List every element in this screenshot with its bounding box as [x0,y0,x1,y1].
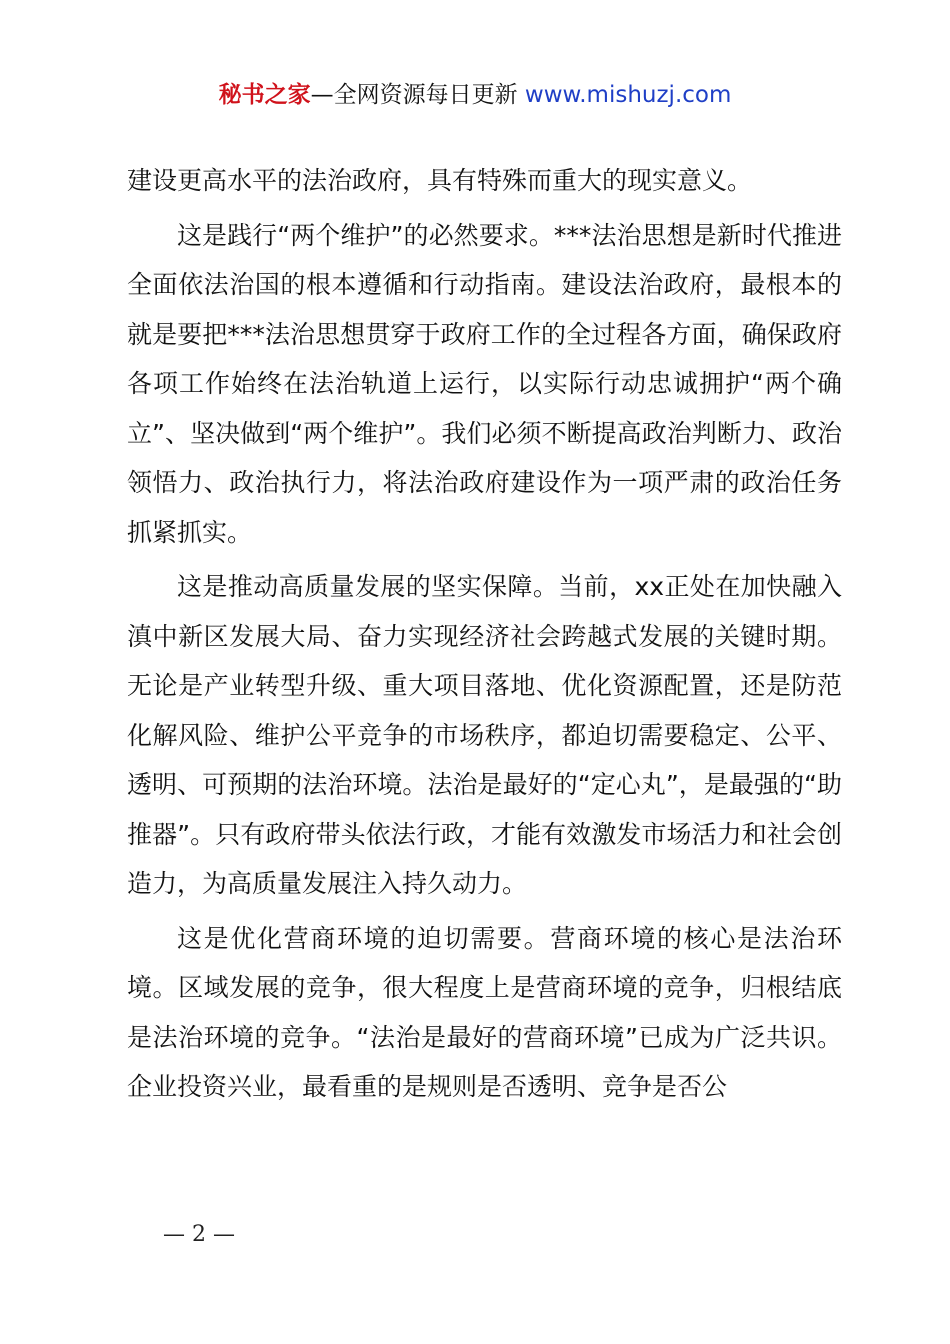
paragraph-4: 这是优化营商环境的迫切需要。营商环境的核心是法治环境。区域发展的竞争，很大程度上是营商环境的竞争，归根结底是法治环境的竞争。“法治是最好的营商环境”已成为广泛共识。企业投资兴业，最看重的是规则是否透明、竞争是否公 [127,923,842,1101]
paragraph-3: 这是推动高质量发展的坚实保障。当前，xx正处在加快融入滇中新区发展大局、奋力实现经济社会跨越式发展的关键时期。无论是产业转型升级、重大项目落地、优化资源配置，还是防范化解风险、维护公平竞争的市场秩序，都迫切需要稳定、公平、透明、可预期的法治环境。法治是最好的“定心丸”，是最强的“助推器”。只有政府带头依法行政，才能有效激发市场活力和社会创造力，为高质量发展注入持久动力。 [127,572,842,898]
site-brand: 秘书之家 [218,82,311,108]
site-header [0,78,950,112]
paragraph-1: 建设更高水平的法治政府，具有特殊而重大的现实意义。 [127,166,753,195]
document-body [127,156,842,1117]
site-tagline: —全网资源每日更新 [310,82,525,108]
page-number: — 2 — [163,1222,235,1247]
site-url-link[interactable]: www.mishuzj.com [524,82,732,108]
paragraph-2: 这是践行“两个维护”的必然要求。***法治思想是新时代推进全面依法治国的根本遵循和行动指南。建设法治政府，最根本的就是要把***法治思想贯穿于政府工作的全过程各方面，确保政府各项工作始终在法治轨道上运行，以实际行动忠诚拥护“两个确立”、坚决做到“两个维护”。我们必须不断提高政治判断力、政治领悟力、政治执行力，将法治政府建设作为一项严肃的政治任务抓紧抓实。 [127,220,842,547]
